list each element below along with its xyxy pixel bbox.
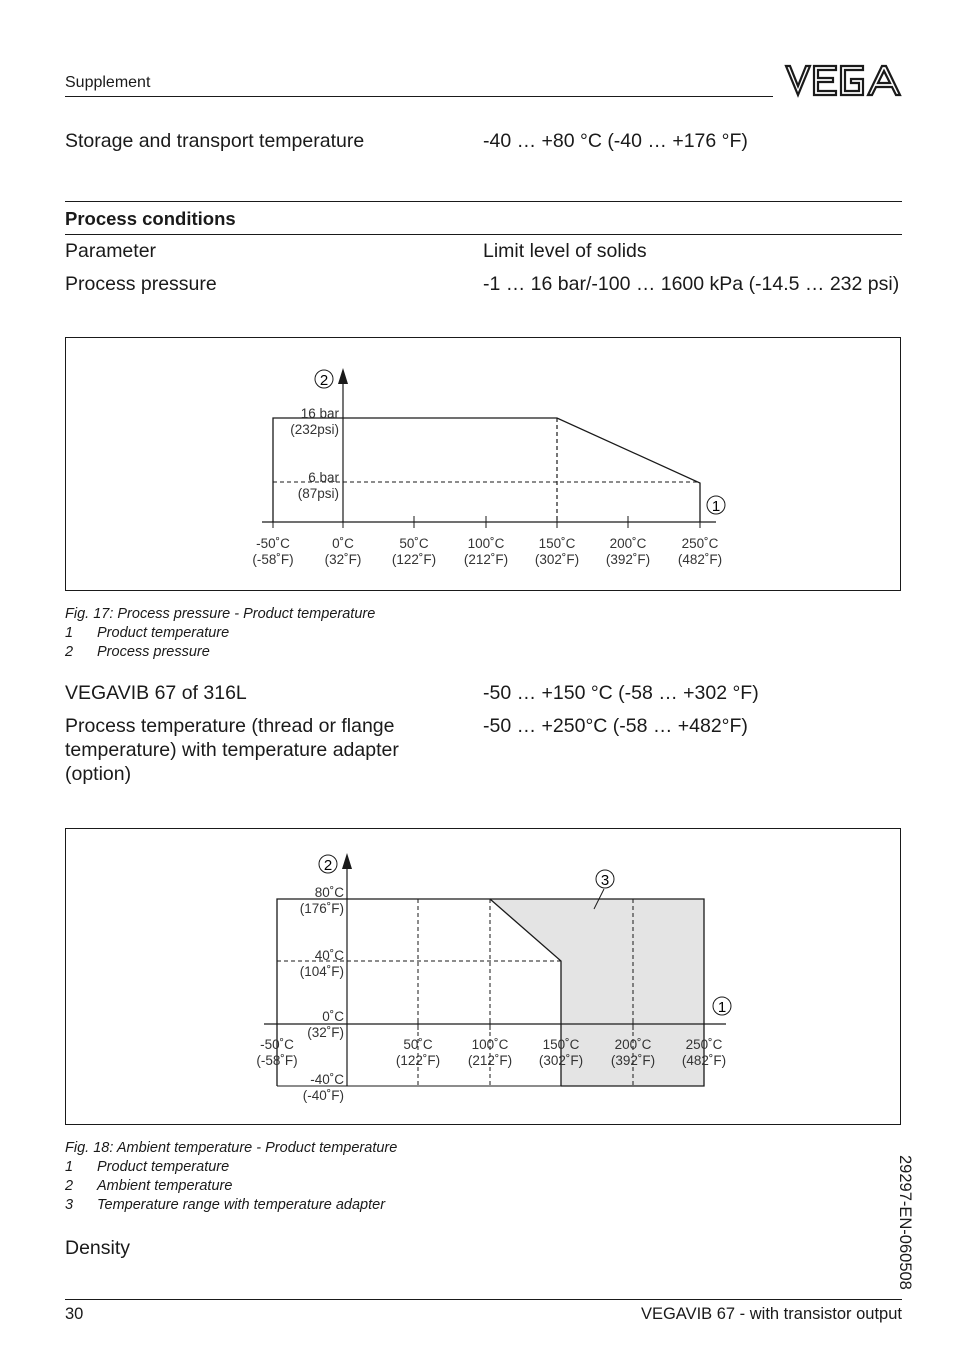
figure-17-frame bbox=[65, 337, 901, 591]
adapter-label-line: temperature) with temperature adapter bbox=[65, 739, 399, 761]
x-label-c: 100˚C bbox=[467, 536, 505, 551]
x-label-f: (-58˚F) bbox=[256, 1053, 298, 1068]
legend-item: 2 Process pressure bbox=[65, 644, 210, 660]
adapter-label-line: Process temperature (thread or flange bbox=[65, 715, 395, 737]
x-label-f: (482˚F) bbox=[681, 1053, 727, 1068]
section-rule-bottom bbox=[65, 234, 902, 235]
x-label-c: 0˚C bbox=[332, 536, 354, 551]
vega-logo bbox=[783, 62, 903, 100]
parameter-value: Limit level of solids bbox=[483, 240, 647, 262]
header-section: Supplement bbox=[65, 74, 151, 91]
y-label-32f: (32˚F) bbox=[307, 1025, 344, 1040]
y-label-80c: 80˚C bbox=[314, 885, 344, 900]
y-label-minus40c: -40˚C bbox=[310, 1072, 344, 1087]
y-label-0c: 0˚C bbox=[322, 1009, 344, 1024]
legend-item: 3 Temperature range with temperature adapter bbox=[65, 1197, 386, 1213]
x-label-c: 100˚C bbox=[471, 1037, 509, 1052]
pressure-temperature-diagram bbox=[66, 338, 900, 590]
vegavib-value: -50 … +150 °C (-58 … +302 °F) bbox=[483, 682, 759, 704]
area-marker: 3 bbox=[600, 872, 610, 889]
figure-17-caption bbox=[65, 605, 375, 662]
y-label-40c: 40˚C bbox=[314, 948, 344, 963]
footer-rule bbox=[65, 1299, 902, 1300]
x-label-c: 50˚C bbox=[403, 1037, 433, 1052]
y-axis-marker: 2 bbox=[319, 372, 329, 389]
x-label-c: 250˚C bbox=[681, 536, 719, 551]
y-label-104f: (104˚F) bbox=[299, 964, 344, 979]
storage-value: -40 … +80 °C (-40 … +176 °F) bbox=[483, 130, 748, 152]
section-rule-top bbox=[65, 201, 902, 202]
x-label-c: 250˚C bbox=[685, 1037, 723, 1052]
x-axis-marker: 1 bbox=[717, 999, 727, 1016]
caption-title: Fig. 17: Process pressure - Product temperature bbox=[65, 606, 376, 622]
storage-label: Storage and transport temperature bbox=[65, 130, 365, 152]
vegavib-label: VEGAVIB 67 of 316L bbox=[65, 682, 247, 704]
document-code-text: 29297-EN-060508 bbox=[896, 1155, 914, 1290]
pressure-label: Process pressure bbox=[65, 273, 217, 295]
y-label-6bar-psi: (87psi) bbox=[297, 486, 339, 501]
x-axis-marker: 1 bbox=[711, 498, 721, 515]
x-label-f: (122˚F) bbox=[391, 552, 437, 567]
x-label-f: (212˚F) bbox=[463, 552, 509, 567]
y-label-16bar: 16 bar bbox=[300, 406, 339, 421]
x-label-c: -50˚C bbox=[256, 536, 290, 551]
x-label-c: 200˚C bbox=[609, 536, 647, 551]
adapter-label-line: (option) bbox=[65, 763, 132, 785]
y-label-minus40f: (-40˚F) bbox=[302, 1088, 344, 1103]
y-axis-marker: 2 bbox=[323, 857, 333, 874]
adapter-label bbox=[65, 714, 399, 786]
legend-item: 2 Ambient temperature bbox=[65, 1178, 233, 1194]
legend-item: 1 Product temperature bbox=[65, 1159, 230, 1175]
x-label-f: (392˚F) bbox=[605, 552, 651, 567]
x-label-c: 150˚C bbox=[542, 1037, 580, 1052]
adapter-value: -50 … +250°C (-58 … +482°F) bbox=[483, 715, 748, 737]
pressure-value: -1 … 16 bar/-100 … 1600 kPa (-14.5 … 232 psi) bbox=[483, 273, 900, 295]
y-label-16bar-psi: (232psi) bbox=[290, 422, 339, 437]
parameter-label: Parameter bbox=[65, 240, 157, 262]
y-label-176f: (176˚F) bbox=[299, 901, 344, 916]
x-label-f: (212˚F) bbox=[467, 1053, 513, 1068]
x-label-f: (302˚F) bbox=[538, 1053, 584, 1068]
footer-title: VEGAVIB 67 - with transistor output bbox=[640, 1305, 902, 1323]
density-label: Density bbox=[65, 1237, 131, 1259]
x-label-f: (392˚F) bbox=[610, 1053, 656, 1068]
x-label-f: (302˚F) bbox=[534, 552, 580, 567]
caption-title: Fig. 18: Ambient temperature - Product temperature bbox=[65, 1140, 398, 1156]
x-label-f: (-58˚F) bbox=[252, 552, 294, 567]
y-axis-arrow bbox=[338, 368, 348, 384]
x-label-f: (482˚F) bbox=[677, 552, 723, 567]
header-rule bbox=[65, 96, 773, 97]
x-label-c: 150˚C bbox=[538, 536, 576, 551]
x-label-c: -50˚C bbox=[260, 1037, 294, 1052]
figure-18-caption bbox=[65, 1139, 397, 1215]
ambient-temperature-diagram bbox=[66, 829, 900, 1124]
x-label-c: 50˚C bbox=[399, 536, 429, 551]
page-number: 30 bbox=[65, 1305, 84, 1323]
x-label-f: (32˚F) bbox=[324, 552, 362, 567]
document-code bbox=[896, 1155, 932, 1305]
x-label-f: (122˚F) bbox=[395, 1053, 441, 1068]
y-label-6bar: 6 bar bbox=[308, 470, 339, 485]
x-label-c: 200˚C bbox=[614, 1037, 652, 1052]
legend-item: 1 Product temperature bbox=[65, 625, 230, 641]
y-axis-arrow bbox=[342, 853, 352, 869]
process-conditions-title: Process conditions bbox=[65, 208, 236, 229]
figure-18-frame bbox=[65, 828, 901, 1125]
